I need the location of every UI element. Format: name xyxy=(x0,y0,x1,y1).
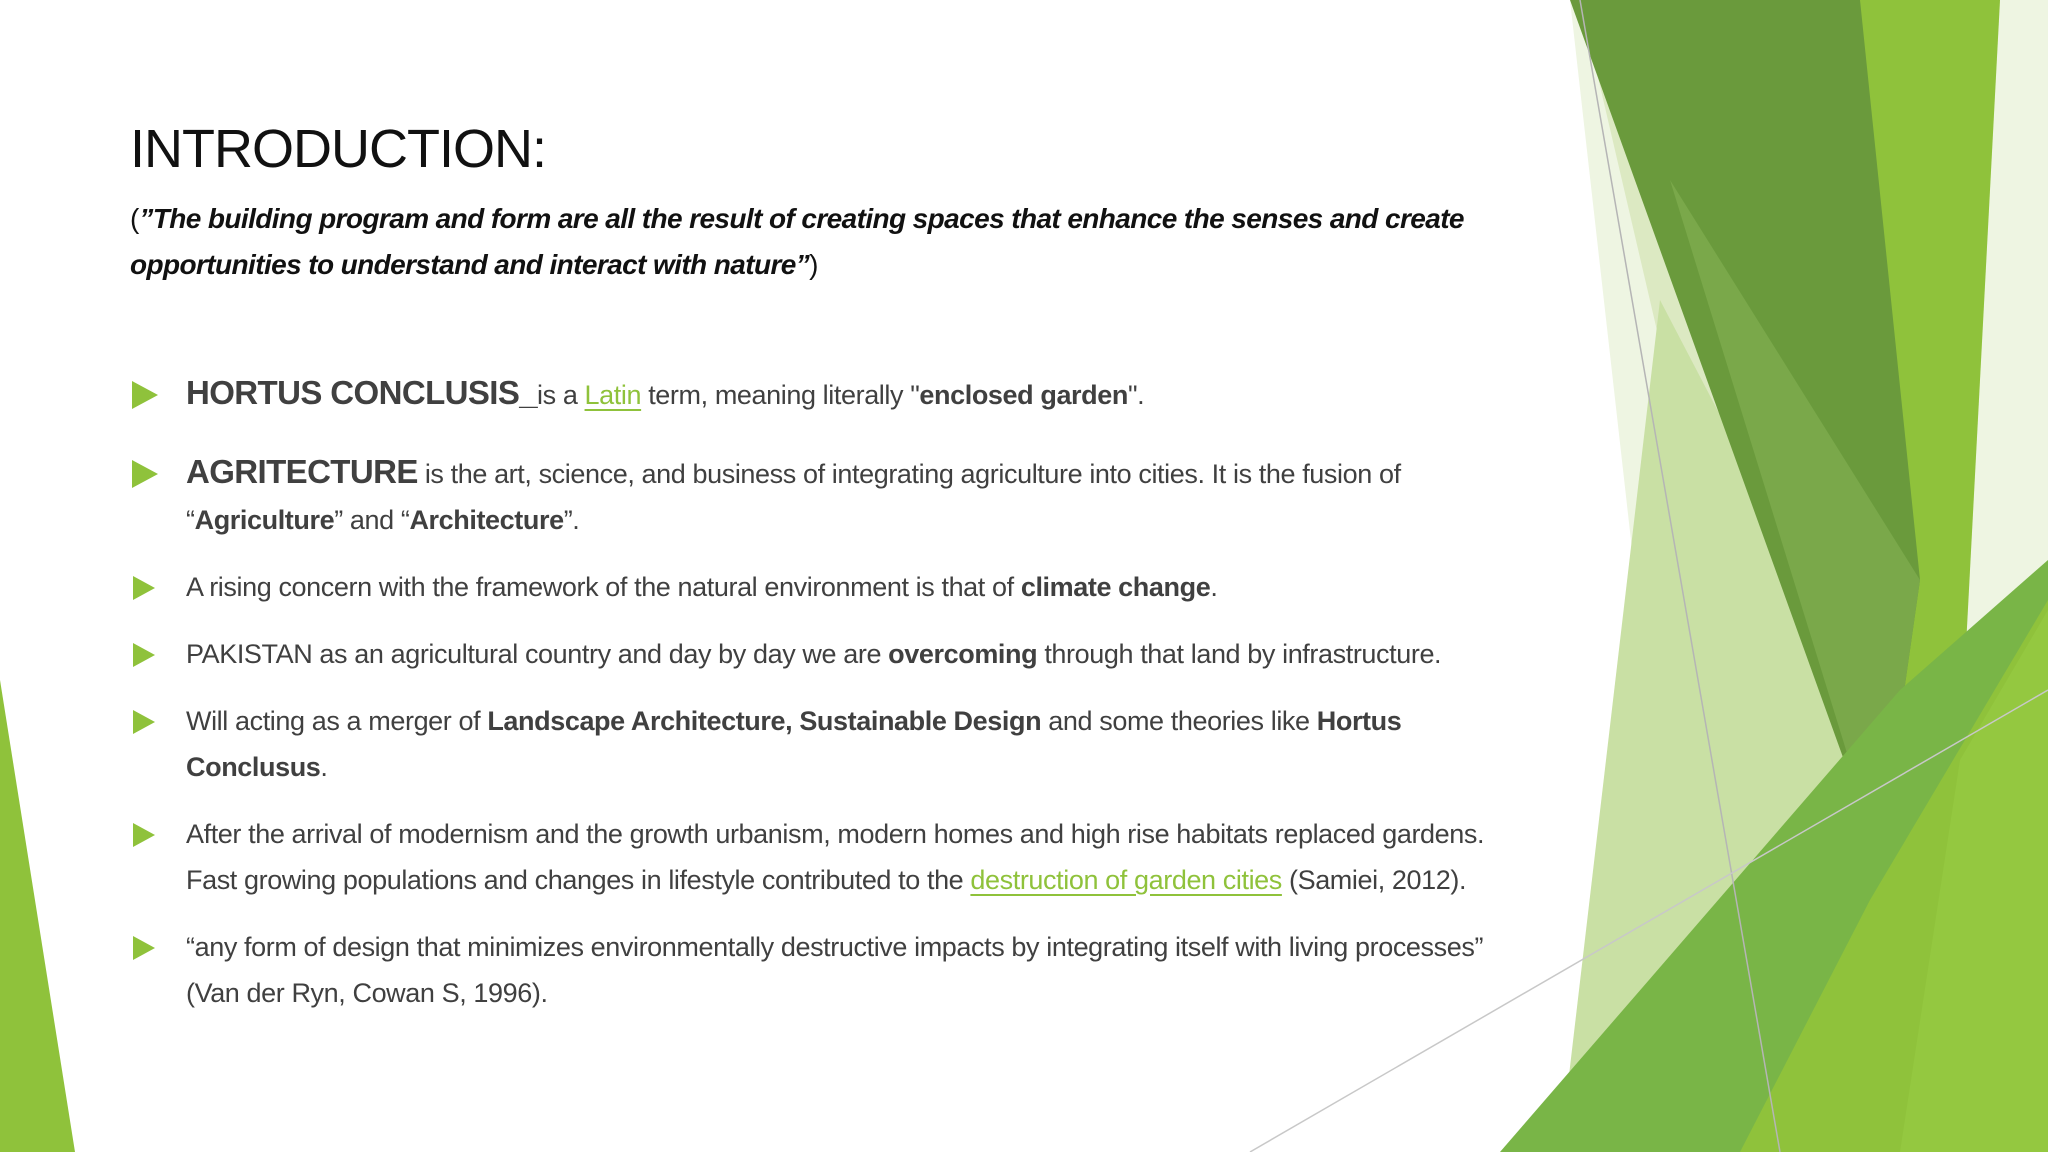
bullet-text: through that land by infrastructure. xyxy=(1037,639,1442,669)
term-underscore: _ xyxy=(519,374,538,411)
play-arrow-icon xyxy=(133,936,155,960)
bullet-hortus-conclusis xyxy=(130,370,1530,418)
bullet-climate-change xyxy=(130,564,1530,610)
term-agritecture: AGRITECTURE xyxy=(186,453,418,490)
bullet-list xyxy=(130,370,1530,1016)
bold-architecture: Architecture xyxy=(409,505,564,535)
bold-landscape-sustainable: Landscape Architecture, Sustainable Design xyxy=(487,706,1042,736)
bullet-text: ” and “ xyxy=(334,505,410,535)
bullet-text: “any form of design that minimizes environmentally destructive impacts by integrating itself with living processes” (Van der Ryn, Cowan S, 1996). xyxy=(186,932,1484,1008)
destruction-of-garden-cities-link[interactable]: destruction of garden cities xyxy=(970,865,1282,895)
play-arrow-icon xyxy=(133,710,155,734)
bullet-text: (Samiei, 2012). xyxy=(1281,865,1467,895)
intro-quote xyxy=(130,196,1480,288)
play-arrow-icon xyxy=(132,381,158,409)
term-hortus-conclusis: HORTUS CONCLUSIS xyxy=(186,374,520,411)
bullet-text: is the art, science, and business of integrating agriculture into cities. It is the fusion of “ xyxy=(186,459,1401,535)
bullet-text: ". xyxy=(1127,380,1145,410)
play-arrow-icon xyxy=(133,643,155,667)
bullet-text: and some theories like xyxy=(1041,706,1317,736)
latin-link[interactable]: Latin xyxy=(584,380,642,410)
bullet-text: term, meaning literally " xyxy=(641,380,920,410)
quote-close-paren: ) xyxy=(809,249,819,280)
bullet-pakistan xyxy=(130,631,1530,677)
bullet-design-quote xyxy=(130,924,1530,1016)
left-green-sliver xyxy=(0,680,75,1152)
bullet-text: Will acting as a merger of xyxy=(186,706,488,736)
bold-enclosed-garden: enclosed garden xyxy=(919,380,1128,410)
play-arrow-icon xyxy=(133,576,155,600)
bullet-text: ”. xyxy=(563,505,580,535)
slide-title: INTRODUCTION: xyxy=(130,119,546,179)
bold-climate-change: climate change xyxy=(1020,572,1211,602)
bullet-text: A rising concern with the framework of the natural environment is that of xyxy=(186,572,1021,602)
play-arrow-icon xyxy=(132,460,158,488)
play-arrow-icon xyxy=(133,823,155,847)
bullet-merger xyxy=(130,698,1530,790)
bold-hortus-conclusus: Hortus Conclusus xyxy=(186,706,1402,782)
bold-overcoming: overcoming xyxy=(888,639,1038,669)
bullet-text: PAKISTAN as an agricultural country and day by day we are xyxy=(186,639,889,669)
bullet-text: . xyxy=(1210,572,1218,602)
bold-agriculture: Agriculture xyxy=(194,505,335,535)
quote-text: ”The building program and form are all the result of creating spaces that enhance the senses and create opportunities to understand and interact with nature” xyxy=(130,203,1464,280)
bullet-text: is a xyxy=(537,380,585,410)
bullet-agritecture xyxy=(130,449,1530,543)
bullet-text: . xyxy=(320,752,328,782)
bullet-text: After the arrival of modernism and the growth urbanism, modern homes and high rise habitats replaced gardens. Fast growing populations and changes in lifestyle contributed to the xyxy=(186,819,1485,895)
bullet-modernism xyxy=(130,811,1530,903)
quote-open-paren: ( xyxy=(130,203,140,234)
